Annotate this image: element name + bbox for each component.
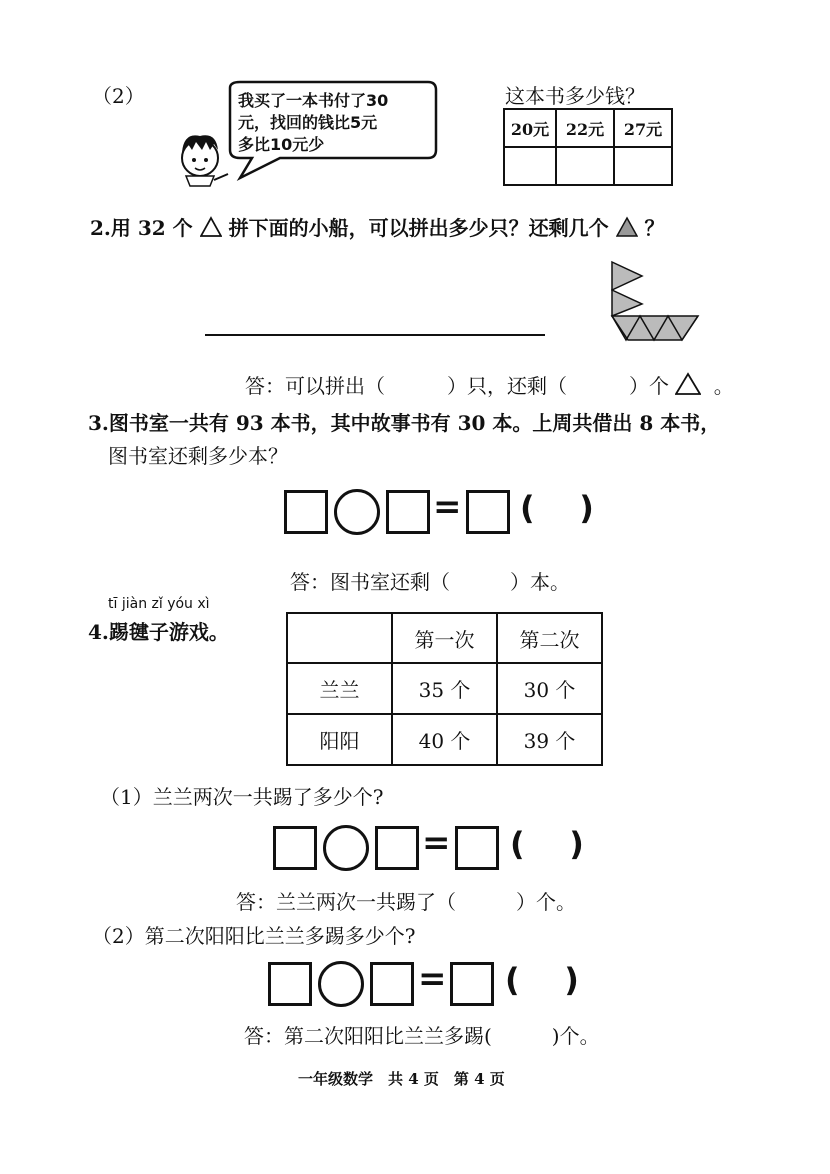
q4-answer: 答：第二次阳阳比兰兰多踢( )个。	[244, 1024, 600, 1048]
price-question: 这本书多少钱？	[505, 84, 645, 108]
triangle-icon	[616, 216, 638, 238]
table-cell-name: 阳阳	[287, 714, 392, 765]
table-header-cell: 第一次	[392, 613, 497, 663]
speech-line: 元，找回的钱比5元	[238, 113, 378, 132]
table-cell: 40 个	[392, 714, 497, 765]
number-box[interactable]	[375, 826, 419, 870]
subquestion-label: （2）	[92, 84, 145, 108]
triangle-icon	[675, 372, 701, 396]
page-footer: 一年级数学 共 4 页 第 4 页	[298, 1070, 505, 1088]
number-box[interactable]	[386, 490, 430, 534]
q2-answer-text: 。	[713, 374, 734, 398]
q2-text: 2.用 32 个	[90, 216, 193, 240]
price-cell: 22元	[556, 109, 614, 147]
q2-answer	[245, 370, 734, 399]
number-box[interactable]	[370, 962, 414, 1006]
operator-circle[interactable]	[334, 489, 380, 535]
q2-text: ？	[644, 216, 665, 240]
q2-answer-text: 答：可以拼出（	[245, 374, 385, 398]
kick-shuttlecock-table	[286, 612, 603, 766]
unit-parentheses[interactable]: ( )	[505, 961, 579, 999]
table-row	[287, 714, 602, 765]
operator-circle[interactable]	[318, 961, 364, 1007]
result-box[interactable]	[455, 826, 499, 870]
q2-answer-text: ）个	[629, 374, 669, 398]
speech-line: 我买了一本书付了30	[238, 91, 389, 110]
table-cell: 35 个	[392, 663, 497, 714]
work-line[interactable]	[205, 334, 545, 336]
q4-subquestion: （1）兰兰两次一共踢了多少个?	[100, 785, 384, 809]
speech-bubble-text	[238, 90, 388, 156]
table-cell: 30 个	[497, 663, 602, 714]
triangle-icon	[200, 216, 222, 238]
price-cell: 20元	[504, 109, 556, 147]
boat-made-of-triangles-figure	[608, 258, 702, 342]
table-header-cell	[287, 613, 392, 663]
table-cell-name: 兰兰	[287, 663, 392, 714]
unit-parentheses[interactable]: ( )	[520, 489, 594, 527]
q4-answer: 答：兰兰两次一共踢了（ ）个。	[236, 890, 576, 914]
q3-answer: 答：图书室还剩（ ）本。	[290, 570, 570, 594]
number-box[interactable]	[268, 962, 312, 1006]
q3-question-line: 图书室还剩多少本？	[108, 444, 288, 468]
price-cell: 27元	[614, 109, 672, 147]
price-check-cell[interactable]	[504, 147, 556, 185]
equals-sign: =	[422, 823, 451, 863]
operator-circle[interactable]	[323, 825, 369, 871]
q2-text: 拼下面的小船，可以拼出多少只？还剩几个	[228, 216, 609, 240]
table-row	[287, 663, 602, 714]
speech-line: 多比10元少	[238, 135, 325, 154]
q3-question-line: 3.图书室一共有 93 本书，其中故事书有 30 本。上周共借出 8 本书，	[88, 411, 721, 435]
unit-parentheses[interactable]: ( )	[510, 825, 584, 863]
q2-answer-text: ）只，还剩（	[447, 374, 567, 398]
equals-sign: =	[418, 959, 447, 999]
price-check-cell[interactable]	[614, 147, 672, 185]
number-box[interactable]	[284, 490, 328, 534]
pinyin-annotation: tī jiàn zǐ yóu xì	[108, 596, 210, 612]
number-box[interactable]	[273, 826, 317, 870]
q4-title: 4.踢毽子游戏。	[88, 620, 229, 644]
table-header-cell: 第二次	[497, 613, 602, 663]
q4-subquestion: （2）第二次阳阳比兰兰多踢多少个?	[92, 924, 416, 948]
equals-sign: =	[433, 487, 462, 527]
result-box[interactable]	[450, 962, 494, 1006]
result-box[interactable]	[466, 490, 510, 534]
price-table	[503, 108, 673, 186]
price-check-cell[interactable]	[556, 147, 614, 185]
table-cell: 39 个	[497, 714, 602, 765]
q2-question	[90, 212, 665, 241]
